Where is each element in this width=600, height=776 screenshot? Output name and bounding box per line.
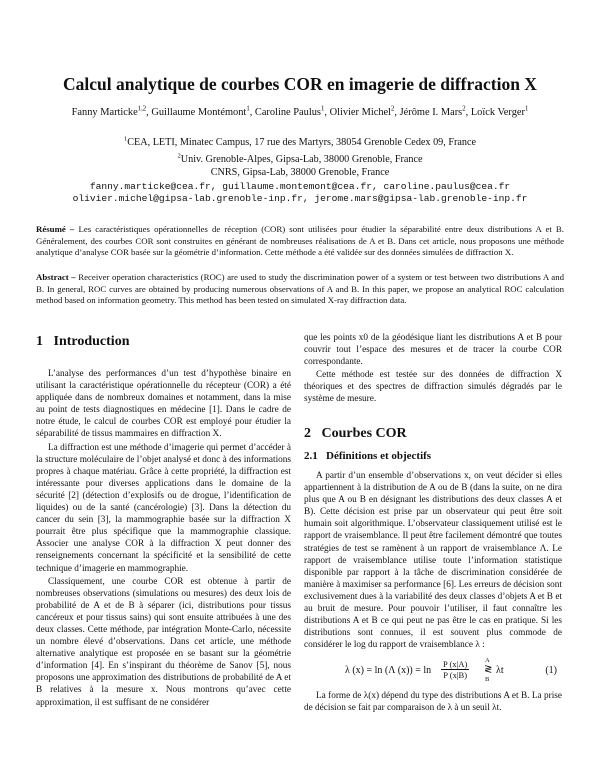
author: Olivier Michel$^2$ <box>329 105 395 118</box>
author: Guillaume Montémont$^1$ <box>151 105 250 118</box>
paragraph: A partir d’un ensemble d’observations x, on veut décider si elles appartiennent à la distribution de A ou de B (dans la suite, on ne dira plus que A ou B en désignant les distributions des deux classes A et B). Cette décision est prise par un observateur qui peut être soit humain soit algorithmique. L’observateur classiquement utilisé est le rapport de vraisemblance. Il peut être facilement démontré que toutes stratégies de test se ramènent à un rapport de vraisemblance Λ. Le rapport de vraisemblance utilise toute l’information statistique disponible par rapport à la tâche de discrimination considérée de manière à maximiser sa performance [6]. Les erreurs de décision sont exclusivement dues à la variabilité des deux classes d’objets A et B et au bruit de mesure. Pour pouvoir l’utiliser, il faut connaître les distributions A et B ce qui peut ne pas être le cas en pratique. Si les distributions sont connues, il est souvent plus commode de considérer le log du rapport de vraisemblance λ : <box>304 471 562 651</box>
abstract-block <box>36 272 564 307</box>
author: Fanny Marticke$^{1,2}$ <box>71 105 147 118</box>
abstract-label: Abstract – <box>36 272 76 282</box>
section-2-heading: 2 Courbes COR <box>304 426 407 441</box>
resume-block <box>36 224 564 259</box>
section-2-1-body <box>304 470 562 651</box>
paragraph: que les points x0 de la géodésique liant les distributions A et B pour couvrir tout l’espace des mesures et de tracer la courbe COR correspondante. <box>304 333 562 368</box>
affiliation-2: $^2$Univ. Grenoble-Alpes, Gipsa-Lab, 38000 Grenoble, France <box>177 152 423 165</box>
relation-symbol: ≷ <box>484 664 493 675</box>
author: Loïck Verger$^1$ <box>470 105 529 118</box>
author: Jérôme I. Mars$^2$ <box>399 105 466 118</box>
section-1-heading: 1 Introduction <box>36 334 130 349</box>
section-2-1-after-equation <box>304 690 562 714</box>
email-line-2: olivier.michel@gipsa-lab.grenoble-inp.fr, jerome.mars@gipsa-lab.grenoble-inp.fr <box>72 193 528 204</box>
section-1-body <box>36 368 291 709</box>
relation-bottom: B <box>485 676 490 683</box>
paper-title: Calcul analytique de courbes COR en imagerie de diffraction X <box>63 74 537 94</box>
equation-number: (1) <box>545 665 557 676</box>
resume-text: Les caractéristiques opérationnelles de réception (COR) sont utilisées pour étudier la séparabilité entre deux distributions A et B. Généralement, des courbes COR sont construites en générant de nombreuses réalisations de A et B. Dans cet article, nous proposons une méthode analytique d’analyse COR basée sur la géométrie d’information. Cette méthode a été validée sur des données simulées de diffraction X. <box>36 224 564 258</box>
resume-label: Résumé – <box>36 224 75 234</box>
right-column-intro <box>304 332 562 406</box>
equation-fraction: $\frac{P (x|A)}{P (x|B)}$ <box>443 659 468 680</box>
paragraph: L’analyse des performances d’un test d’hypothèse binaire en utilisant la caractéristique opérationnelle du récepteur (COR) a été appliquée dans de nombreux domaines et notamment, dans la mise au point de tests diagnostiques en médecine [1]. Dans le cadre de notre étude, le calcul de courbes COR est employé pour étudier la séparabilité de tissus mammaires en diffraction X. <box>36 369 291 440</box>
author-list: Fanny Marticke$^{1,2}$, Guillaume Montémont$^1$, Caroline Paulus$^1$, Olivier Michel$^2$, Jérôme I. Mars$^2$, Loïck Verger$^1$ <box>71 105 529 118</box>
paragraph: La diffraction est une méthode d’imagerie qui permet d’accéder à la structure moléculaire de l’objet analysé et donc à des informations propres à chaque matériau. Grâce à cette propriété, la diffraction est intéressante pour diverses applications dans le domaine de la sécurité [2] (détection d’explosifs ou de drogue, l’identification de liquides) ou de la santé (cancérologie) [3]. Dans la détection du cancer du sein [3], la mammographie basée sur la diffraction X pourrait être plus spécifique que la mammographie classique. Associer une analyse COR à la diffraction X peut donner des renseignements concernant la spécificité et la sensibilité de cette technique d’imagerie en mammographie. <box>36 442 291 574</box>
abstract-text: Receiver operation characteristics (ROC) are used to study the discrimination power of a system or test between two distributions A and B. In general, ROC curves are obtained by producing numerous observations of A and B. In this paper, we propose an analytical ROC calculation method based on information geometry. This method has been tested on simulated X-ray diffraction data. <box>36 272 564 306</box>
equation-lhs: λ (x) = ln (Λ (x)) = ln <box>345 665 432 676</box>
equation-1 <box>313 657 557 685</box>
author: Caroline Paulus$^1$ <box>254 105 325 118</box>
subsection-2-1-heading: 2.1 Définitions et objectifs <box>304 450 432 462</box>
email-line-1: fanny.marticke@cea.fr, guillaume.montemont@cea.fr, caroline.paulus@cea.fr <box>89 181 511 192</box>
affiliation-2-cnrs: CNRS, Gipsa-Lab, 38000 Grenoble, France <box>210 167 390 178</box>
affiliation-1: $^1$CEA, LETI, Minatec Campus, 17 rue des Martyrs, 38054 Grenoble Cedex 09, France <box>123 135 477 148</box>
paragraph: Cette méthode est testée sur des données de diffraction X théoriques et des spectres de diffraction simulés dégradés par le système de mesure. <box>304 370 562 405</box>
paragraph: Classiquement, une courbe COR est obtenue à partir de nombreuses observations (simulations ou mesures) des deux lois de probabilité de A et de B à séparer (ici, distributions pour tissus cancéreux et pour tissus sains) qui sont ensuite attribuées à une des deux classes. Cette méthode, par intégration Monte-Carlo, nécessite un nombre élevé d’observations. Dans cet article, une méthode alternative analytique est proposée en se basant sur la géométrie d’information [4]. En s’inspirant du théorème de Sanov [5], nous proposons une approximation des distributions de probabilité de A et B relatives à la mesure x. Nous montrons qu’avec cette approximation, il est suffisant de ne considérer <box>36 576 291 708</box>
paragraph: La forme de λ(x) dépend du type des distributions A et B. La prise de décision se fait par comparaison de λ à un seuil λt. <box>304 691 562 714</box>
equation-rhs: λt <box>496 665 504 676</box>
relation-top: A <box>485 657 490 664</box>
